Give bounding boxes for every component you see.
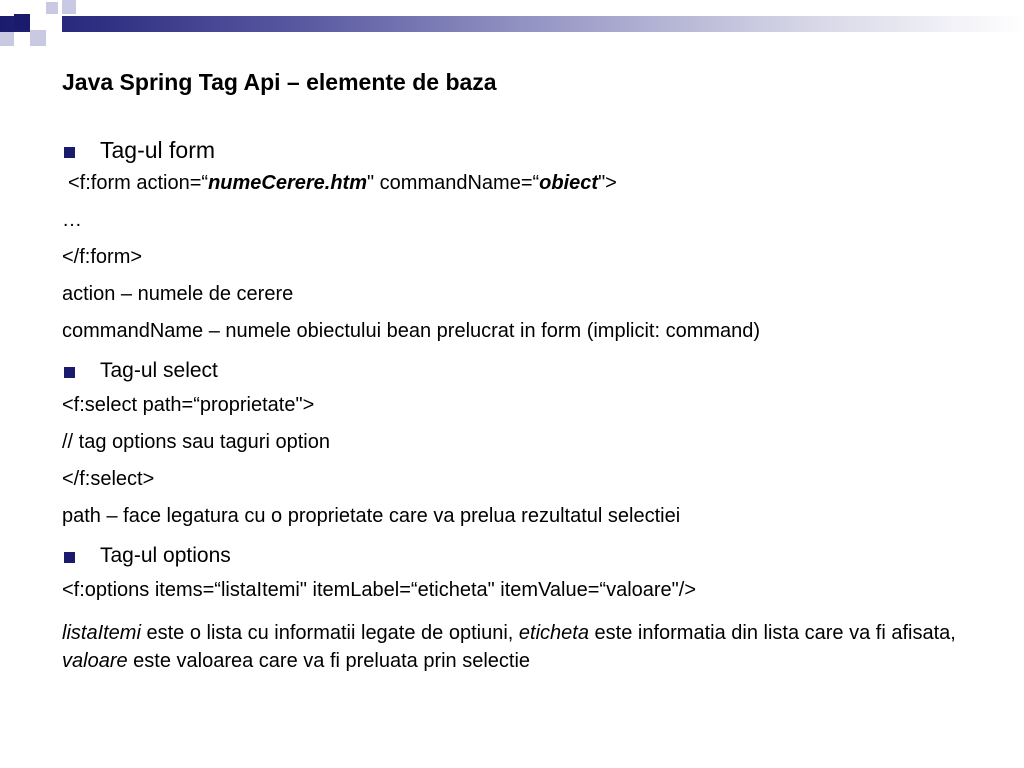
code-text: <f:form action=“ [68, 172, 209, 194]
code-select-close: </f:select> [62, 468, 155, 490]
code-ellipsis: … [62, 209, 82, 231]
code-form-close: </f:form> [62, 246, 143, 268]
term-lista-itemi: listaItemi [62, 622, 141, 644]
square-bullet-icon [64, 147, 75, 158]
term-eticheta: eticheta [518, 622, 589, 644]
bullet-label: Tag-ul select [100, 359, 218, 382]
decor-square-white [46, 16, 62, 32]
code-select-open: <f:select path=“proprietate"> [62, 394, 315, 416]
code-form-open [62, 171, 982, 208]
square-bullet-icon [64, 367, 75, 378]
code-comment: // tag options sau taguri option [62, 431, 330, 453]
term-valoare: valoare [62, 650, 128, 672]
header-decoration [0, 0, 1024, 48]
paragraph-text: este informatia din lista care va fi afisata, [588, 622, 956, 644]
decor-square-light [0, 32, 14, 46]
code-text: "> [598, 172, 617, 194]
decor-square-light [62, 0, 76, 14]
decor-square-white [30, 14, 46, 30]
decor-square-light [30, 30, 46, 46]
square-bullet-icon [64, 552, 75, 563]
paragraph-text: este valoarea care va fi preluata prin selectie [127, 650, 531, 672]
desc-action: action – numele de cerere [62, 283, 294, 305]
header-gradient-bar [0, 16, 1024, 32]
slide-title: Java Spring Tag Api – elemente de baza [62, 69, 497, 95]
bullet-select [62, 356, 982, 393]
decor-square-dark [14, 14, 30, 30]
options-description [62, 619, 962, 675]
bullet-label: Tag-ul options [100, 544, 231, 567]
decor-square-light [46, 2, 58, 14]
bullet-form [62, 134, 982, 171]
code-text: " commandName=“ [367, 172, 540, 194]
paragraph-text: este o lista cu informatii legate de optiuni, [140, 622, 519, 644]
code-options: <f:options items=“listaItemi" itemLabel=“eticheta" itemValue=“valoare"/> [62, 579, 697, 601]
slide-content [62, 134, 982, 675]
desc-path: path – face legatura cu o proprietate care va prelua rezultatul selectiei [62, 505, 681, 527]
desc-command-name: commandName – numele obiectului bean prelucrat in form (implicit: command) [62, 320, 761, 342]
bullet-label: Tag-ul form [100, 137, 216, 163]
code-action-value: numeCerere.htm [208, 172, 367, 194]
code-command-value: obiect [539, 172, 599, 194]
bullet-options [62, 541, 982, 578]
